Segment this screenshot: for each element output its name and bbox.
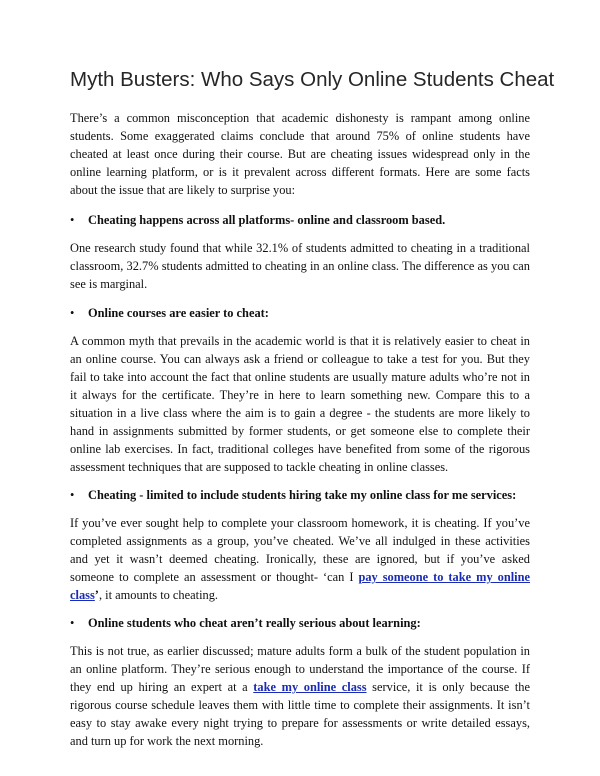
section-body-4 (70, 642, 530, 750)
body-text: This is not true, as earlier discussed; mature adults form a bulk of the student population in an online platform. They’re serious enough to understand the importance of the course. If they end up hiring an expert at a (70, 644, 530, 694)
body-text: If you’ve ever sought help to complete your classroom homework, it is cheating. If you’ve completed assignments as a group, you’ve cheated. We’ve all indulged in these activities and yet it wasn’t deemed cheating. Ironically, these are ignored, but if you’ve asked someone to complete an assessment or thought- ‘can I (70, 516, 530, 584)
section-heading-text: Online courses are easier to cheat: (88, 306, 269, 320)
bullet-icon: • (70, 213, 75, 227)
section-heading-2 (70, 304, 530, 322)
body-text: , it amounts to cheating. (98, 588, 219, 602)
intro-paragraph: There’s a common misconception that academic dishonesty is rampant among online students. Some exaggerated claims conclude that around 75% of online students have cheated at least once during their course. But are cheating issues widespread only in the online learning platform, or is it prevalent across different formats. Here are some facts about the issue that are likely to surprise you: (70, 111, 530, 197)
link-suffix: ’ (94, 588, 99, 602)
body-text: service, it is only because the rigorous course schedule leaves them with little time to complete their assignments. It isn’t easy to stay awake every night trying to prepare for assessments or write detailed essays, and turn up for work the next morning. (70, 680, 530, 748)
bullet-icon: • (70, 616, 75, 630)
section-heading-text: Cheating happens across all platforms- online and classroom based. (88, 213, 446, 227)
section-heading-4 (70, 614, 530, 632)
section-heading-text: Cheating - limited to include students hiring take my online class for me services: (88, 488, 517, 502)
section-body-3 (70, 514, 530, 604)
section-body-2: A common myth that prevails in the academic world is that it is relatively easier to cheat in an online course. You can always ask a friend or colleague to take a test for you. But they fail to take into account the fact that online students are usually mature adults who’re not in it always for the certificate. They’re in here to learn something new. Compare this to a situation in a live class where the aim is to gain a degree - the students are more likely to hand in assignments submitted by former students, or get someone else to complete their online lab exercises. In fact, traditional colleges have benefited from some of the rigorous assessment techniques that are supposed to tackle cheating in online classes. (70, 334, 530, 474)
bullet-icon: • (70, 306, 75, 320)
section-heading-text: Online students who cheat aren’t really serious about learning: (88, 616, 421, 630)
bullet-icon: • (70, 488, 75, 502)
page-title: Myth Busters: Who Says Only Online Students Cheat (70, 68, 555, 91)
section-body-1: One research study found that while 32.1% of students admitted to cheating in a traditional classroom, 32.7% students admitted to cheating in an online class. The difference as you can see is marginal. (70, 241, 530, 291)
pay-someone-link[interactable]: pay someone to take my online class (70, 570, 530, 602)
section-heading-1 (70, 211, 530, 229)
section-heading-3 (70, 486, 530, 504)
take-my-online-class-link[interactable]: take my online class (253, 680, 367, 694)
